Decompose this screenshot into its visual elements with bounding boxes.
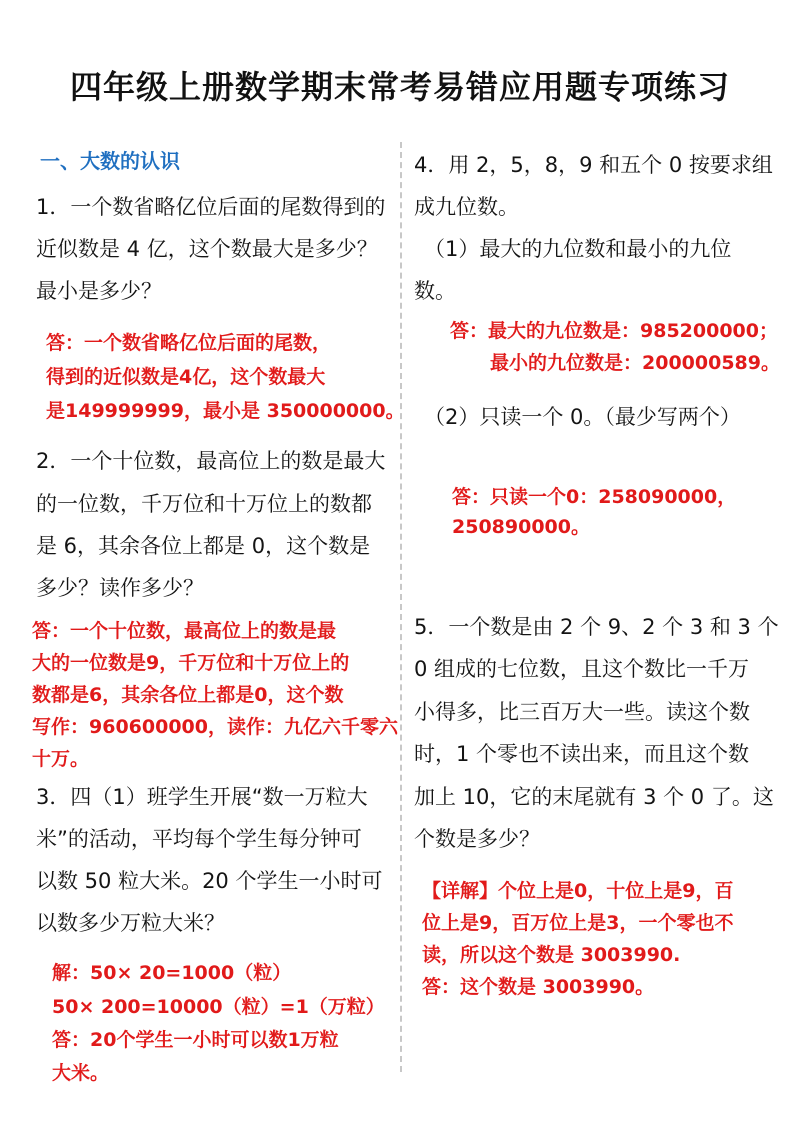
answer-5-line: 【详解】个位上是0，十位上是9，百 — [422, 880, 734, 902]
section-heading: 一、大数的认识 — [40, 149, 180, 173]
column-divider — [400, 142, 402, 1072]
question-3-line: 以数多少万粒大米？ — [36, 911, 225, 935]
answer-2-line: 写作：960600000，读作：九亿六千零六 — [32, 716, 398, 738]
answer-3-line: 解：50× 20=1000（粒） — [52, 962, 292, 984]
question-1-line: 1．一个数省略亿位后面的尾数得到的 — [36, 195, 386, 219]
question-4-subquestion: （2）只读一个 0。（最少写两个） — [424, 405, 741, 429]
question-4-subquestion: 数。 — [414, 279, 456, 303]
answer-2-line: 十万。 — [32, 748, 90, 770]
question-3-line: 米”的活动，平均每个学生每分钟可 — [36, 827, 362, 851]
answer-5-line: 位上是9，百万位上是3，一个零也不 — [422, 912, 734, 934]
question-4-line: 4．用 2，5，8，9 和五个 0 按要求组 — [414, 153, 773, 177]
question-4-subquestion: （1）最大的九位数和最小的九位 — [424, 237, 732, 261]
question-3-line: 以数 50 粒大米。20 个学生一小时可 — [36, 869, 383, 893]
question-1-line: 最小是多少？ — [36, 279, 162, 303]
answer-4-line: 250890000。 — [452, 516, 590, 538]
answer-2-line: 大的一位数是9，千万位和十万位上的 — [32, 652, 350, 674]
question-2-line: 是 6，其余各位上都是 0，这个数是 — [36, 534, 371, 558]
answer-1-line: 是149999999，最小是 350000000。 — [46, 400, 405, 422]
answer-1-line: 答：一个数省略亿位后面的尾数， — [46, 332, 332, 354]
question-3-line: 3．四（1）班学生开展“数一万粒大 — [36, 785, 368, 809]
question-5-line: 5．一个数是由 2 个 9、2 个 3 和 3 个 — [414, 615, 779, 639]
question-4-line: 成九位数。 — [414, 195, 519, 219]
page-title: 四年级上册数学期末常考易错应用题专项练习 — [69, 68, 730, 106]
answer-4-line: 最小的九位数是：200000589。 — [490, 352, 780, 374]
answer-3-line: 50× 200=10000（粒）=1（万粒） — [52, 996, 385, 1018]
question-2-line: 的一位数，千万位和十万位上的数都 — [36, 492, 372, 516]
answer-4-line: 答：最大的九位数是：985200000； — [450, 320, 778, 342]
question-5-line: 加上 10，它的末尾就有 3 个 0 了。这 — [414, 785, 774, 809]
answer-1-line: 得到的近似数是4亿，这个数最大 — [46, 366, 326, 388]
answer-5-line: 读，所以这个数是 3003990. — [422, 944, 681, 966]
question-5-line: 时，1 个零也不读出来，而且这个数 — [414, 742, 750, 766]
question-5-line: 小得多，比三百万大一些。读这个数 — [414, 700, 750, 724]
answer-3-line: 大米。 — [52, 1062, 110, 1084]
question-5-line: 个数是多少？ — [414, 827, 540, 851]
question-2-line: 2．一个十位数，最高位上的数是最大 — [36, 449, 386, 473]
question-2-line: 多少？读作多少？ — [36, 576, 204, 600]
answer-3-line: 答：20个学生一小时可以数1万粒 — [52, 1029, 339, 1051]
answer-2-line: 数都是6，其余各位上都是0，这个数 — [32, 684, 344, 706]
answer-5-line: 答：这个数是 3003990。 — [422, 976, 655, 998]
question-5-line: 0 组成的七位数，且这个数比一千万 — [414, 657, 750, 681]
question-1-line: 近似数是 4 亿，这个数最大是多少？ — [36, 237, 378, 261]
answer-2-line: 答：一个十位数，最高位上的数是最 — [32, 620, 337, 642]
answer-4-line: 答：只读一个0：258090000， — [452, 486, 737, 508]
